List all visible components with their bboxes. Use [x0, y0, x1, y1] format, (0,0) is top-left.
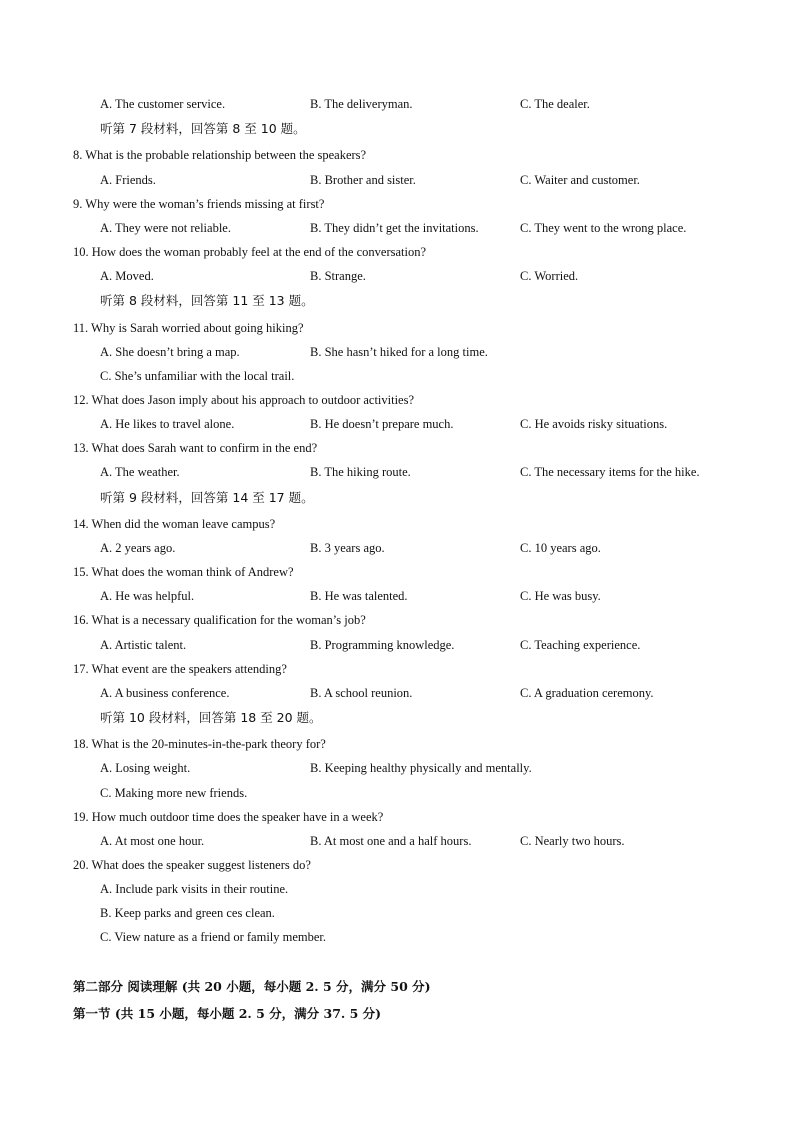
- q15-option-a: A. He was helpful.: [100, 589, 195, 603]
- question-14: 14. When did the woman leave campus?: [73, 517, 276, 531]
- q17-option-c: C. A graduation ceremony.: [520, 686, 654, 700]
- q16-option-b: B. Programming knowledge.: [310, 638, 455, 652]
- q10-option-a: A. Moved.: [100, 269, 154, 283]
- q14-option-c: C. 10 years ago.: [520, 541, 601, 555]
- q12-option-c: C. He avoids risky situations.: [520, 417, 668, 431]
- q13-option-c: C. The necessary items for the hike.: [520, 465, 700, 479]
- q11-option-a: A. She doesn’t bring a map.: [100, 345, 240, 359]
- question-20: 20. What does the speaker suggest listeners do?: [73, 858, 311, 872]
- q20-option-a: A. Include park visits in their routine.: [100, 882, 289, 896]
- q19-option-a: A. At most one hour.: [100, 834, 205, 848]
- q7-option-c: C. The dealer.: [520, 97, 590, 111]
- section-one-heading: 第一节 (共 15 小题，每小题 2. 5 分，满分 37. 5 分): [73, 1006, 382, 1021]
- q15-option-b: B. He was talented.: [310, 589, 408, 603]
- q18-option-c: C. Making more new friends.: [100, 786, 248, 800]
- q12-option-b: B. He doesn’t prepare much.: [310, 417, 454, 431]
- q9-option-c: C. They went to the wrong place.: [520, 221, 687, 235]
- q19-option-c: C. Nearly two hours.: [520, 834, 625, 848]
- question-13: 13. What does Sarah want to confirm in the end?: [73, 441, 318, 455]
- q7-option-a: A. The customer service.: [100, 97, 226, 111]
- question-11: 11. Why is Sarah worried about going hiking?: [73, 321, 304, 335]
- q8-option-a: A. Friends.: [100, 173, 156, 187]
- q17-option-b: B. A school reunion.: [310, 686, 413, 700]
- q16-option-a: A. Artistic talent.: [100, 638, 187, 652]
- q18-option-a: A. Losing weight.: [100, 761, 191, 775]
- question-9: 9. Why were the woman’s friends missing at first?: [73, 197, 325, 211]
- q12-option-a: A. He likes to travel alone.: [100, 417, 235, 431]
- question-18: 18. What is the 20-minutes-in-the-park theory for?: [73, 737, 326, 751]
- section-instruction-9: 听第 9 段材料，回答第 14 至 17 题。: [100, 490, 314, 505]
- question-17: 17. What event are the speakers attending?: [73, 662, 287, 676]
- section-instruction-10: 听第 10 段材料，回答第 18 至 20 题。: [100, 710, 322, 725]
- q13-option-a: A. The weather.: [100, 465, 180, 479]
- section-instruction-8: 听第 8 段材料，回答第 11 至 13 题。: [100, 293, 314, 308]
- q8-option-b: B. Brother and sister.: [310, 173, 416, 187]
- question-15: 15. What does the woman think of Andrew?: [73, 565, 294, 579]
- q7-option-b: B. The deliveryman.: [310, 97, 413, 111]
- q18-option-b: B. Keeping healthy physically and mentally.: [310, 761, 532, 775]
- q14-option-b: B. 3 years ago.: [310, 541, 385, 555]
- question-10: 10. How does the woman probably feel at the end of the conversation?: [73, 245, 427, 259]
- q17-option-a: A. A business conference.: [100, 686, 230, 700]
- question-16: 16. What is a necessary qualification for the woman’s job?: [73, 613, 366, 627]
- q20-option-b: B. Keep parks and green ces clean.: [100, 906, 275, 920]
- question-12: 12. What does Jason imply about his approach to outdoor activities?: [73, 393, 415, 407]
- q19-option-b: B. At most one and a half hours.: [310, 834, 472, 848]
- q8-option-c: C. Waiter and customer.: [520, 173, 640, 187]
- q11-option-b: B. She hasn’t hiked for a long time.: [310, 345, 488, 359]
- section-instruction-7: 听第 7 段材料，回答第 8 至 10 题。: [100, 121, 306, 136]
- q10-option-c: C. Worried.: [520, 269, 579, 283]
- q15-option-c: C. He was busy.: [520, 589, 601, 603]
- part-two-heading: 第二部分 阅读理解 (共 20 小题，每小题 2. 5 分，满分 50 分): [73, 979, 431, 994]
- q10-option-b: B. Strange.: [310, 269, 366, 283]
- question-19: 19. How much outdoor time does the speaker have in a week?: [73, 810, 384, 824]
- q16-option-c: C. Teaching experience.: [520, 638, 641, 652]
- q20-option-c: C. View nature as a friend or family member.: [100, 930, 327, 944]
- q9-option-a: A. They were not reliable.: [100, 221, 231, 235]
- q13-option-b: B. The hiking route.: [310, 465, 411, 479]
- q14-option-a: A. 2 years ago.: [100, 541, 176, 555]
- q9-option-b: B. They didn’t get the invitations.: [310, 221, 479, 235]
- q11-option-c: C. She’s unfamiliar with the local trail.: [100, 369, 295, 383]
- question-8: 8. What is the probable relationship between the speakers?: [73, 148, 367, 162]
